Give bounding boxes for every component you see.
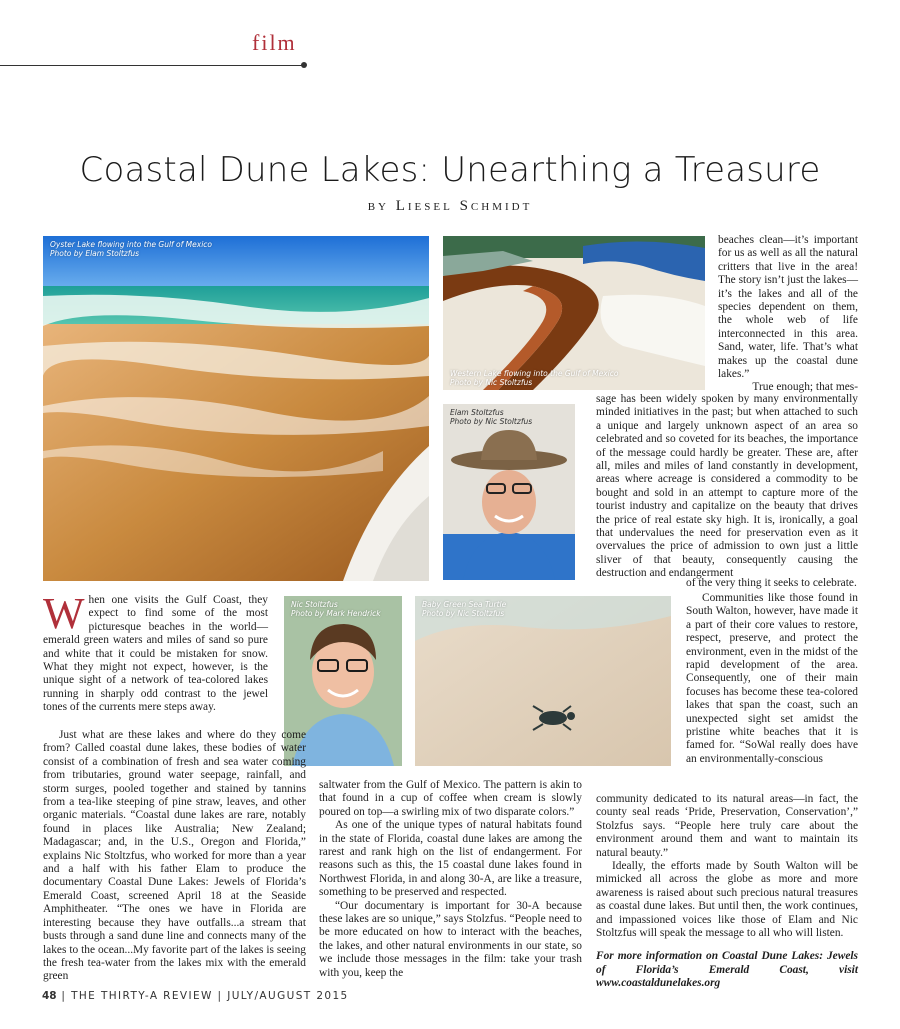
column-3-narrow-2 [686,592,858,766]
page-number: 48 [42,990,57,1002]
section-label: film [252,30,297,55]
footer-divider: | [217,990,228,1002]
intro-paragraph [43,589,268,715]
oyster-lake-image [43,236,429,581]
elam-stoltzfus-photo [443,404,575,580]
elam-portrait [443,404,575,580]
publication-name: THE THIRTY-A REVIEW [71,990,213,1002]
column-1-top [43,589,268,715]
column-1-bottom [43,729,306,984]
caption-credit: Photo by Mark Hendrick [291,609,381,618]
nic-caption [291,600,381,618]
caption-credit: Photo by Nic Stoltzfus [450,378,533,387]
intro-text: hen one visits the Gulf Coast, they expect to find some of the most picturesque beaches in the world—emerald green waters and miles of sand so pure and white that it could be mistaken for snow. What they might not expect, however, is the unique sight of a network of tea-colored lakes running in sharply odd contrast to the jewel tones of the currents mere steps away. [43,594,268,714]
column-3-bottom [596,793,858,991]
paragraph: True enough; that mes- [752,381,858,394]
caption-title: Nic Stoltzfus [291,600,338,609]
paragraph: “Our documentary is important for 30-A because these lakes are so unique,” says Stolzfus. “People need to be more educated on how to interact with the beaches, the lakes, and other natural environments in our state, so we include those messages in the film: take your trash with you, keep the [319,899,582,979]
footer-divider: | [61,990,72,1002]
caption-credit: Photo by Nic Stoltzfus [422,609,505,618]
drop-cap: W [43,589,85,638]
paragraph: of the very thing it seeks to celebrate. [686,577,857,589]
paragraph: community dedicated to its natural areas—in fact, the county seal reads ‘Pride, Preservation, Conservation’,” Stolzfus says. “People here truly care about the environment around them and want to maintain its natural beauty.” [596,793,858,859]
paragraph: As one of the unique types of natural habitats found in the state of Florida, coastal dune lakes are among the rarest and rank high on the list of endangerment. For reasons such as this, the 15 coastal dune lakes found in Northwest Florida, in and along 30-A, are like a treasure, something to be preserved and respected. [319,819,582,899]
caption-credit: Photo by Elam Stoltzfus [50,249,140,258]
caption-title: Baby Green Sea Turtle [422,600,507,609]
sea-turtle-image [415,596,671,766]
paragraph: Ideally, the efforts made by South Walton will be mimicked all across the globe as more and more awareness is raised about such precious natural treasures as coastal dune lakes. But until then, the work continues, and impassioned voices like those of Elam and Nic Stoltzfus will speak the message to all who will listen. [596,860,858,940]
byline: by Liesel Schmidt [367,198,533,214]
sea-turtle-photo [415,596,671,766]
column-2 [319,779,582,980]
oyster-lake-caption [50,240,212,258]
paragraph: Communities like those found in South Walton, however, have made it a part of their core values to restore, respect, preserve, and protect the environment, even in the midst of the rapid development of the area. Consequently, one of their main focuses has become these tea-colored lakes that span the coast, such an unexpected sight set amidst the pristine white beaches that it is famed for. “SoWal really does have an environmentally-conscious [686,592,858,765]
western-lake-photo [443,236,705,390]
header-rule-dot [301,62,307,68]
elam-caption [450,408,532,426]
column-3-line [686,577,858,590]
oyster-lake-photo [43,236,429,581]
caption-title: Elam Stoltzfus [450,408,504,417]
caption-credit: Photo by Nic Stoltzfus [450,417,533,426]
header-rule [0,65,304,66]
caption-title: Oyster Lake flowing into the Gulf of Mexico [50,240,212,249]
column-3-wide [596,393,858,581]
western-lake-caption [450,369,618,387]
more-info-note: For more information on Coastal Dune Lakes: Jewels of Florida’s Emerald Coast, visit www.coastaldunelakes.org [596,950,858,990]
column-3-narrow [718,234,858,395]
paragraph: saltwater from the Gulf of Mexico. The pattern is akin to that found in a cup of coffee when cream is slowly poured on top—a swirling mix of two disparate colors.” [319,779,582,818]
page-footer [42,990,349,1002]
sea-turtle-caption [422,600,506,618]
western-lake-image [443,236,705,390]
issue-date: JULY/AUGUST 2015 [227,990,349,1002]
paragraph: Just what are these lakes and where do they come from? Called coastal dune lakes, these bodies of water consist of a combination of fresh and sea water coming from tributaries, ground water seepage, rainfall, and storm surges, pooled together and stained by tannins from a tea-like steeping of pine straw, leaves, and other organic materials. “Coastal dune lakes are rare, notably found in places like Australia; New Zealand; Madagascar; and, in the U.S., Oregon and Florida,” explains Nic Stoltzfus, who worked for more than a year and a half with his father Elam to produce the documentary Coastal Dune Lakes: Jewels of Florida’s Emerald Coast, screened April 18 at the Seaside Amphitheater. “The ones we have in Florida are interesting because they have outfalls...a stream that busts through a sand dune line and connects many of the lakes to the ocean...My favorite part of the lakes is seeing the fresh tea-water from the lakes mix with the emerald green [43,729,306,983]
caption-title: Western Lake flowing into the Gulf of Mexico [450,369,619,378]
paragraph: sage has been widely spoken by many environmentally minded initiatives in the past; but when attached to such a unique and largely unknown aspect of an area so celebrated and so coveted for its beaches, the importance of the message could hardly be greater. These are, after all, miles and miles of land constantly in development, areas where acreage is considered a commodity to be bought and sold in an attempt to capture more of the tourist industry and capitalize on the beauty that drives the price of real estate sky high. It is, ironically, a goal that undervalues the need for preservation even as it overvalues the price of admission to own just a little sliver of that beauty, consequently causing the destruction and endangerment [596,393,858,580]
article-title: Coastal Dune Lakes: Unearthing a Treasure [79,150,821,190]
paragraph: beaches clean—it’s important for us as well as all the natural critters that live in the area! The story isn’t just the lakes—it’s the lakes and all of the species dependent on them, the whole web of life interconnected in this area. Sand, water, life. That’s what makes up the coastal dune lakes.” [718,234,858,381]
